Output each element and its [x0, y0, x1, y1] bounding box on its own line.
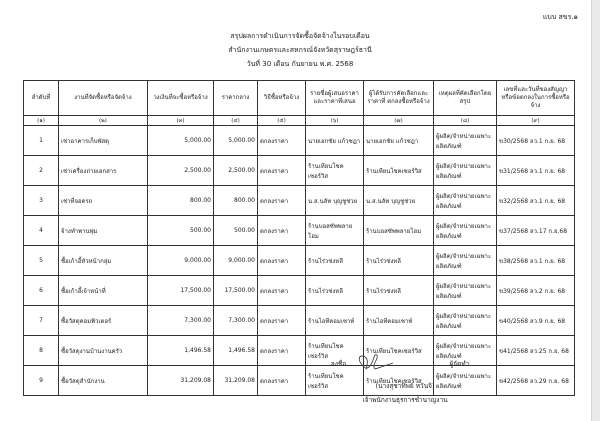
table-row: [24, 306, 575, 336]
cell-budget: 17,500.00: [148, 276, 214, 306]
cell-bidder: ร้านไร่วช่งหลี: [306, 276, 364, 306]
cell-bidder: ร้านบอสซัพพลายโฮม: [306, 216, 364, 246]
cell-method: ตกลงราคา: [258, 366, 306, 396]
column-header: งานที่จัดซื้อหรือจัดจ้าง: [59, 81, 148, 116]
cell-winner: ร้านเทียนโชคเซอร์วิส: [364, 336, 434, 366]
cell-no: 1: [24, 126, 59, 156]
cell-bidder: ร้านเทียนโชคเซอร์วิส: [306, 366, 364, 396]
column-header: ลำดับที่: [24, 81, 59, 116]
signature-line: ลงชื่อ..................................................ผู้จัดทำ: [330, 360, 470, 368]
doc-agency: สำนักงานเกษตรและสหกรณ์จังหวัดสุราษฎร์ธานี: [228, 46, 372, 54]
cell-bidder: นายเอกชัย แก้วชฎา: [306, 126, 364, 156]
cell-task: จ้างทำพานพุ่ม: [59, 216, 148, 246]
cell-budget: 31,209.08: [148, 366, 214, 396]
handwritten-signature: [345, 351, 405, 373]
cell-winner: ร้านเทียนโชคเซอร์วิส: [364, 156, 434, 186]
cell-method: ตกลงราคา: [258, 246, 306, 276]
column-number: (๒): [59, 116, 148, 126]
cell-no: 4: [24, 216, 59, 246]
signer-name: (นางสุชาทิพย์ หวันจิ): [375, 382, 435, 390]
cell-contract: ข31/2568 ลว.1 ก.ย. 68: [497, 156, 575, 186]
column-header: ราคากลาง: [214, 81, 258, 116]
cell-winner: ร้านเทียนโชคเซอร์วิส: [364, 366, 434, 396]
cell-median: 500.00: [214, 216, 258, 246]
table-row: [24, 246, 575, 276]
column-header: เลขที่และวันที่ของสัญญา หรือข้อตกลงในการซื้อหรือจ้าง: [497, 81, 575, 116]
cell-median: 2,500.00: [214, 156, 258, 186]
cell-contract: ข41/2568 ลว.25 ก.ย. 68: [497, 336, 575, 366]
cell-task: ซื้อวัสดุสำนักงาน: [59, 366, 148, 396]
cell-budget: 1,496.58: [148, 336, 214, 366]
cell-winner: นายเอกชัย แก้วชฎา: [364, 126, 434, 156]
column-number: (๗): [364, 116, 434, 126]
table-row: [24, 276, 575, 306]
cell-median: 1,496.58: [214, 336, 258, 366]
cell-winner: น.ส.นลัท บุญชูช่วย: [364, 186, 434, 216]
cell-budget: 500.00: [148, 216, 214, 246]
form-code: แบบ สขร.๑: [542, 13, 578, 21]
table-row: [24, 186, 575, 216]
cell-contract: ข38/2568 ลว.1 ก.ย. 68: [497, 246, 575, 276]
cell-budget: 7,300.00: [148, 306, 214, 336]
signer-position: เจ้าพนักงานธุรการชำนาญงาน: [362, 396, 448, 404]
cell-method: ตกลงราคา: [258, 156, 306, 186]
cell-task: เช่าที่จอดรถ: [59, 186, 148, 216]
cell-method: ตกลงราคา: [258, 276, 306, 306]
cell-contract: ข37/2568 ลว.17 ก.ย.68: [497, 216, 575, 246]
table-row: [24, 216, 575, 246]
cell-budget: 2,500.00: [148, 156, 214, 186]
cell-task: ซื้อเก้าอี้หัวหน้ากลุ่ม: [59, 246, 148, 276]
cell-contract: ข32/2568 ลว.1 ก.ย. 68: [497, 186, 575, 216]
column-header: เหตุผลที่คัดเลือกโดยสรุป: [434, 81, 497, 116]
column-header: วิธีซื้อหรือจ้าง: [258, 81, 306, 116]
column-number: (๘): [434, 116, 497, 126]
cell-contract: ข39/2568 ลว.2 ก.ย. 68: [497, 276, 575, 306]
cell-task: ซื้อเก้าอี้เจ้าหน้าที่: [59, 276, 148, 306]
cell-bidder: ร้านไร่วช่งหลี: [306, 246, 364, 276]
column-number: (๕): [258, 116, 306, 126]
cell-contract: ข40/2568 ลว.9 ก.ย. 68: [497, 306, 575, 336]
cell-winner: ร้านบอสซัพพลายโฮม: [364, 216, 434, 246]
table-row: [24, 126, 575, 156]
table-row: [24, 156, 575, 186]
procurement-table: [23, 80, 575, 396]
column-header: ผู้ได้รับการคัดเลือกและราคาที่ ตกลงซื้อหรือจ้าง: [364, 81, 434, 116]
cell-reason: ผู้ผลิต/จำหน่ายเฉพาะผลิตภัณฑ์: [434, 306, 497, 336]
column-number: (๙): [497, 116, 575, 126]
column-header: รายชื่อผู้เสนอราคา และราคาที่เสนอ: [306, 81, 364, 116]
cell-bidder: ร้านไอทีคอมเซาท์: [306, 306, 364, 336]
cell-median: 5,000.00: [214, 126, 258, 156]
cell-median: 17,500.00: [214, 276, 258, 306]
cell-reason: ผู้ผลิต/จำหน่ายเฉพาะผลิตภัณฑ์: [434, 366, 497, 396]
column-number: (๓): [148, 116, 214, 126]
cell-bidder: ร้านเทียนโชคเซอร์วิส: [306, 156, 364, 186]
cell-bidder: ร้านเทียนโชคเซอร์วิส: [306, 336, 364, 366]
cell-method: ตกลงราคา: [258, 126, 306, 156]
column-number: (๖): [306, 116, 364, 126]
cell-median: 800.00: [214, 186, 258, 216]
cell-reason: ผู้ผลิต/จำหน่ายเฉพาะผลิตภัณฑ์: [434, 276, 497, 306]
cell-no: 2: [24, 156, 59, 186]
cell-reason: ผู้ผลิต/จำหน่ายเฉพาะผลิตภัณฑ์: [434, 216, 497, 246]
cell-reason: ผู้ผลิต/จำหน่ายเฉพาะผลิตภัณฑ์: [434, 246, 497, 276]
cell-no: 7: [24, 306, 59, 336]
doc-title: สรุปผลการดำเนินการจัดซื้อจัดจ้างในรอบเดือน: [230, 32, 370, 40]
cell-median: 7,300.00: [214, 306, 258, 336]
cell-method: ตกลงราคา: [258, 306, 306, 336]
cell-winner: ร้านไอทีคอมเซาท์: [364, 306, 434, 336]
cell-task: เช่าเครื่องถ่ายเอกสาร: [59, 156, 148, 186]
cell-no: 5: [24, 246, 59, 276]
cell-no: 3: [24, 186, 59, 216]
cell-no: 9: [24, 366, 59, 396]
column-header: วงเงินที่จะซื้อหรือจ้าง: [148, 81, 214, 116]
cell-contract: ข30/2568 ลว.1 ก.ย. 68: [497, 126, 575, 156]
cell-budget: 5,000.00: [148, 126, 214, 156]
column-number: (๔): [214, 116, 258, 126]
cell-no: 6: [24, 276, 59, 306]
cell-winner: ร้านไร่วช่งหลี: [364, 246, 434, 276]
cell-task: เช่าอาคารเก็บพัสดุ: [59, 126, 148, 156]
cell-median: 9,000.00: [214, 246, 258, 276]
cell-method: ตกลงราคา: [258, 216, 306, 246]
doc-date: วันที่ 30 เดือน กันยายน พ.ศ. 2568: [246, 60, 354, 68]
cell-no: 8: [24, 336, 59, 366]
cell-reason: ผู้ผลิต/จำหน่ายเฉพาะผลิตภัณฑ์: [434, 156, 497, 186]
cell-budget: 800.00: [148, 186, 214, 216]
cell-task: ซื้อวัสดุคอมพิวเตอร์: [59, 306, 148, 336]
cell-task: ซื้อวัสดุงานบ้านงานครัว: [59, 336, 148, 366]
cell-budget: 9,000.00: [148, 246, 214, 276]
cell-reason: ผู้ผลิต/จำหน่ายเฉพาะผลิตภัณฑ์: [434, 186, 497, 216]
cell-median: 31,209.08: [214, 366, 258, 396]
table-row: [24, 366, 575, 396]
column-number: (๑): [24, 116, 59, 126]
cell-winner: ร้านไร่วช่งหลี: [364, 276, 434, 306]
cell-reason: ผู้ผลิต/จำหน่ายเฉพาะผลิตภัณฑ์: [434, 336, 497, 366]
cell-contract: ข42/2568 ลว.29 ก.ย. 68: [497, 366, 575, 396]
cell-reason: ผู้ผลิต/จำหน่ายเฉพาะผลิตภัณฑ์: [434, 126, 497, 156]
cell-method: ตกลงราคา: [258, 186, 306, 216]
cell-bidder: น.ส.นลัท บุญชูช่วย: [306, 186, 364, 216]
cell-method: ตกลงราคา: [258, 336, 306, 366]
